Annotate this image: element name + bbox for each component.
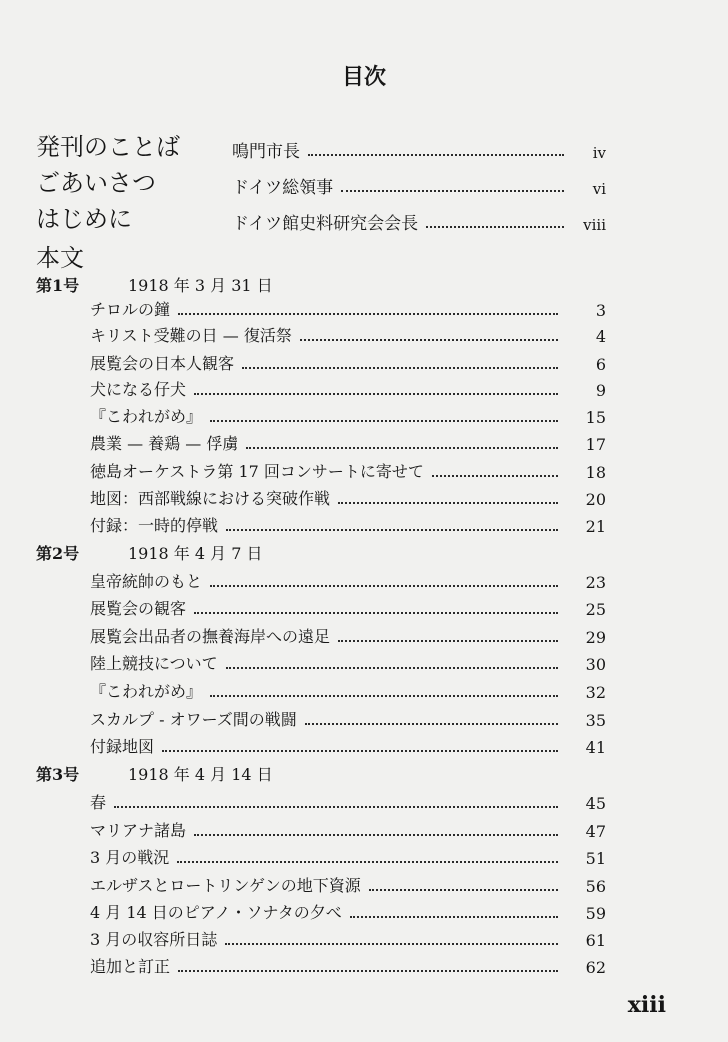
entry-title: 3 月の戦況 <box>90 848 170 867</box>
page-title: 目次 <box>341 64 386 90</box>
entry-title: 展覧会出品者の撫養海岸への遠足 <box>90 627 331 646</box>
issue-number: 第2号 <box>36 544 80 563</box>
toc-entry <box>90 374 606 400</box>
issue-number: 第1号 <box>36 276 80 295</box>
entry-page: 59 <box>585 904 606 923</box>
entry-title: 皇帝統帥のもと <box>90 572 203 591</box>
front-entry-author: ドイツ総領事 <box>232 178 334 198</box>
toc-entry <box>90 510 606 536</box>
issue-header <box>36 270 436 296</box>
toc-entry <box>90 294 606 320</box>
toc-entry <box>90 842 606 868</box>
entry-page: 47 <box>585 822 606 841</box>
entry-title: チロルの鐘 <box>90 300 171 319</box>
entry-page: 29 <box>585 628 606 647</box>
dot-leader <box>177 860 558 863</box>
dot-leader <box>194 611 558 614</box>
toc-entry <box>90 566 606 592</box>
entry-title: 追加と訂正 <box>90 957 171 976</box>
entry-page: 18 <box>585 463 606 482</box>
entry-page: 3 <box>595 301 606 320</box>
entry-title: エルザスとロートリンゲンの地下資源 <box>90 876 361 895</box>
entry-title: 付録：一時的停戦 <box>90 516 219 535</box>
dot-leader <box>246 446 558 449</box>
dot-leader <box>432 474 558 477</box>
page-number: xiii <box>627 992 666 1018</box>
entry-page: 20 <box>585 490 606 509</box>
issue-header <box>36 538 436 564</box>
entry-title: 『こわれがめ』 <box>90 407 203 426</box>
entry-title: 犬になる仔犬 <box>90 380 187 399</box>
front-entry-label: 発刊のことば <box>36 133 180 161</box>
entry-title: 3 月の収容所日誌 <box>90 930 218 949</box>
entry-title: 徳島オーケストラ第 17 回コンサートに寄せて <box>90 462 424 481</box>
entry-page: 6 <box>595 355 606 374</box>
entry-title: 農業 — 養鶏 — 俘虜 <box>90 434 239 453</box>
dot-leader <box>178 312 558 315</box>
dot-leader <box>178 969 558 972</box>
dot-leader <box>341 189 564 192</box>
entry-title: スカルプ - オワーズ間の戦闘 <box>90 710 297 729</box>
dot-leader <box>114 805 558 808</box>
entry-page: 32 <box>585 683 606 702</box>
dot-leader <box>162 749 558 752</box>
front-entry-page: viii <box>583 216 606 234</box>
toc-entry <box>90 870 606 896</box>
toc-entry <box>90 897 606 923</box>
dot-leader <box>210 584 558 587</box>
toc-entry <box>90 621 606 647</box>
toc-entry <box>90 787 606 813</box>
entry-page: 17 <box>585 435 606 454</box>
dot-leader <box>210 419 558 422</box>
issue-date: 1918 年 3 月 31 日 <box>128 276 273 295</box>
entry-page: 23 <box>585 573 606 592</box>
toc-entry <box>90 704 606 730</box>
dot-leader <box>194 392 558 395</box>
issue-number: 第3号 <box>36 765 80 784</box>
dot-leader <box>242 366 558 369</box>
issue-date: 1918 年 4 月 7 日 <box>128 544 263 563</box>
entry-title: 付録地図 <box>90 737 155 756</box>
entry-page: 21 <box>585 517 606 536</box>
toc-entry <box>90 401 606 427</box>
dot-leader <box>226 528 558 531</box>
toc-entry <box>90 951 606 977</box>
front-entry-author: ドイツ館史料研究会会長 <box>232 214 419 234</box>
front-entry-label: ごあいさつ <box>36 169 156 197</box>
issue-date: 1918 年 4 月 14 日 <box>128 765 273 784</box>
toc-entry <box>90 676 606 702</box>
front-entry-page: iv <box>592 144 606 162</box>
toc-entry <box>90 731 606 757</box>
entry-page: 4 <box>595 327 606 346</box>
toc-entry <box>90 348 606 374</box>
section-heading: 本文 <box>36 244 84 272</box>
entry-page: 15 <box>585 408 606 427</box>
toc-entry <box>90 648 606 674</box>
entry-page: 56 <box>585 877 606 896</box>
toc-entry <box>90 593 606 619</box>
dot-leader <box>194 833 558 836</box>
entry-page: 35 <box>585 711 606 730</box>
entry-page: 25 <box>585 600 606 619</box>
entry-title: 『こわれがめ』 <box>90 682 203 701</box>
entry-title: 展覧会の観客 <box>90 599 187 618</box>
dot-leader <box>350 915 558 918</box>
dot-leader <box>300 338 558 341</box>
entry-page: 51 <box>585 849 606 868</box>
dot-leader <box>305 722 558 725</box>
dot-leader <box>210 694 558 697</box>
dot-leader <box>225 942 558 945</box>
entry-page: 41 <box>585 738 606 757</box>
entry-title: マリアナ諸島 <box>90 821 187 840</box>
entry-page: 62 <box>585 958 606 977</box>
entry-page: 61 <box>585 931 606 950</box>
dot-leader <box>426 225 564 228</box>
entry-title: 4 月 14 日のピアノ・ソナタの夕べ <box>90 903 342 922</box>
front-entry <box>36 126 606 162</box>
entry-title: 春 <box>90 793 107 812</box>
issue-header <box>36 759 436 785</box>
toc-entry <box>90 320 606 346</box>
entry-title: 展覧会の日本人観客 <box>90 354 235 373</box>
toc-entry <box>90 483 606 509</box>
toc-entry <box>90 456 606 482</box>
entry-title: 陸上競技について <box>90 654 218 673</box>
dot-leader <box>226 666 558 669</box>
front-entry <box>36 162 606 198</box>
dot-leader <box>338 639 558 642</box>
dot-leader <box>369 888 558 891</box>
front-entry-author: 鳴門市長 <box>232 142 300 162</box>
toc-entry <box>90 815 606 841</box>
entry-page: 30 <box>585 655 606 674</box>
dot-leader <box>308 153 564 156</box>
entry-page: 9 <box>595 381 606 400</box>
front-entry-page: vi <box>592 180 606 198</box>
dot-leader <box>338 501 558 504</box>
entry-title: 地図：西部戦線における突破作戦 <box>90 489 331 508</box>
front-entry <box>36 198 606 234</box>
front-entry-label: はじめに <box>36 205 132 233</box>
entry-page: 45 <box>585 794 606 813</box>
toc-entry <box>90 428 606 454</box>
entry-title: キリスト受難の日 — 復活祭 <box>90 326 292 345</box>
toc-entry <box>90 924 606 950</box>
